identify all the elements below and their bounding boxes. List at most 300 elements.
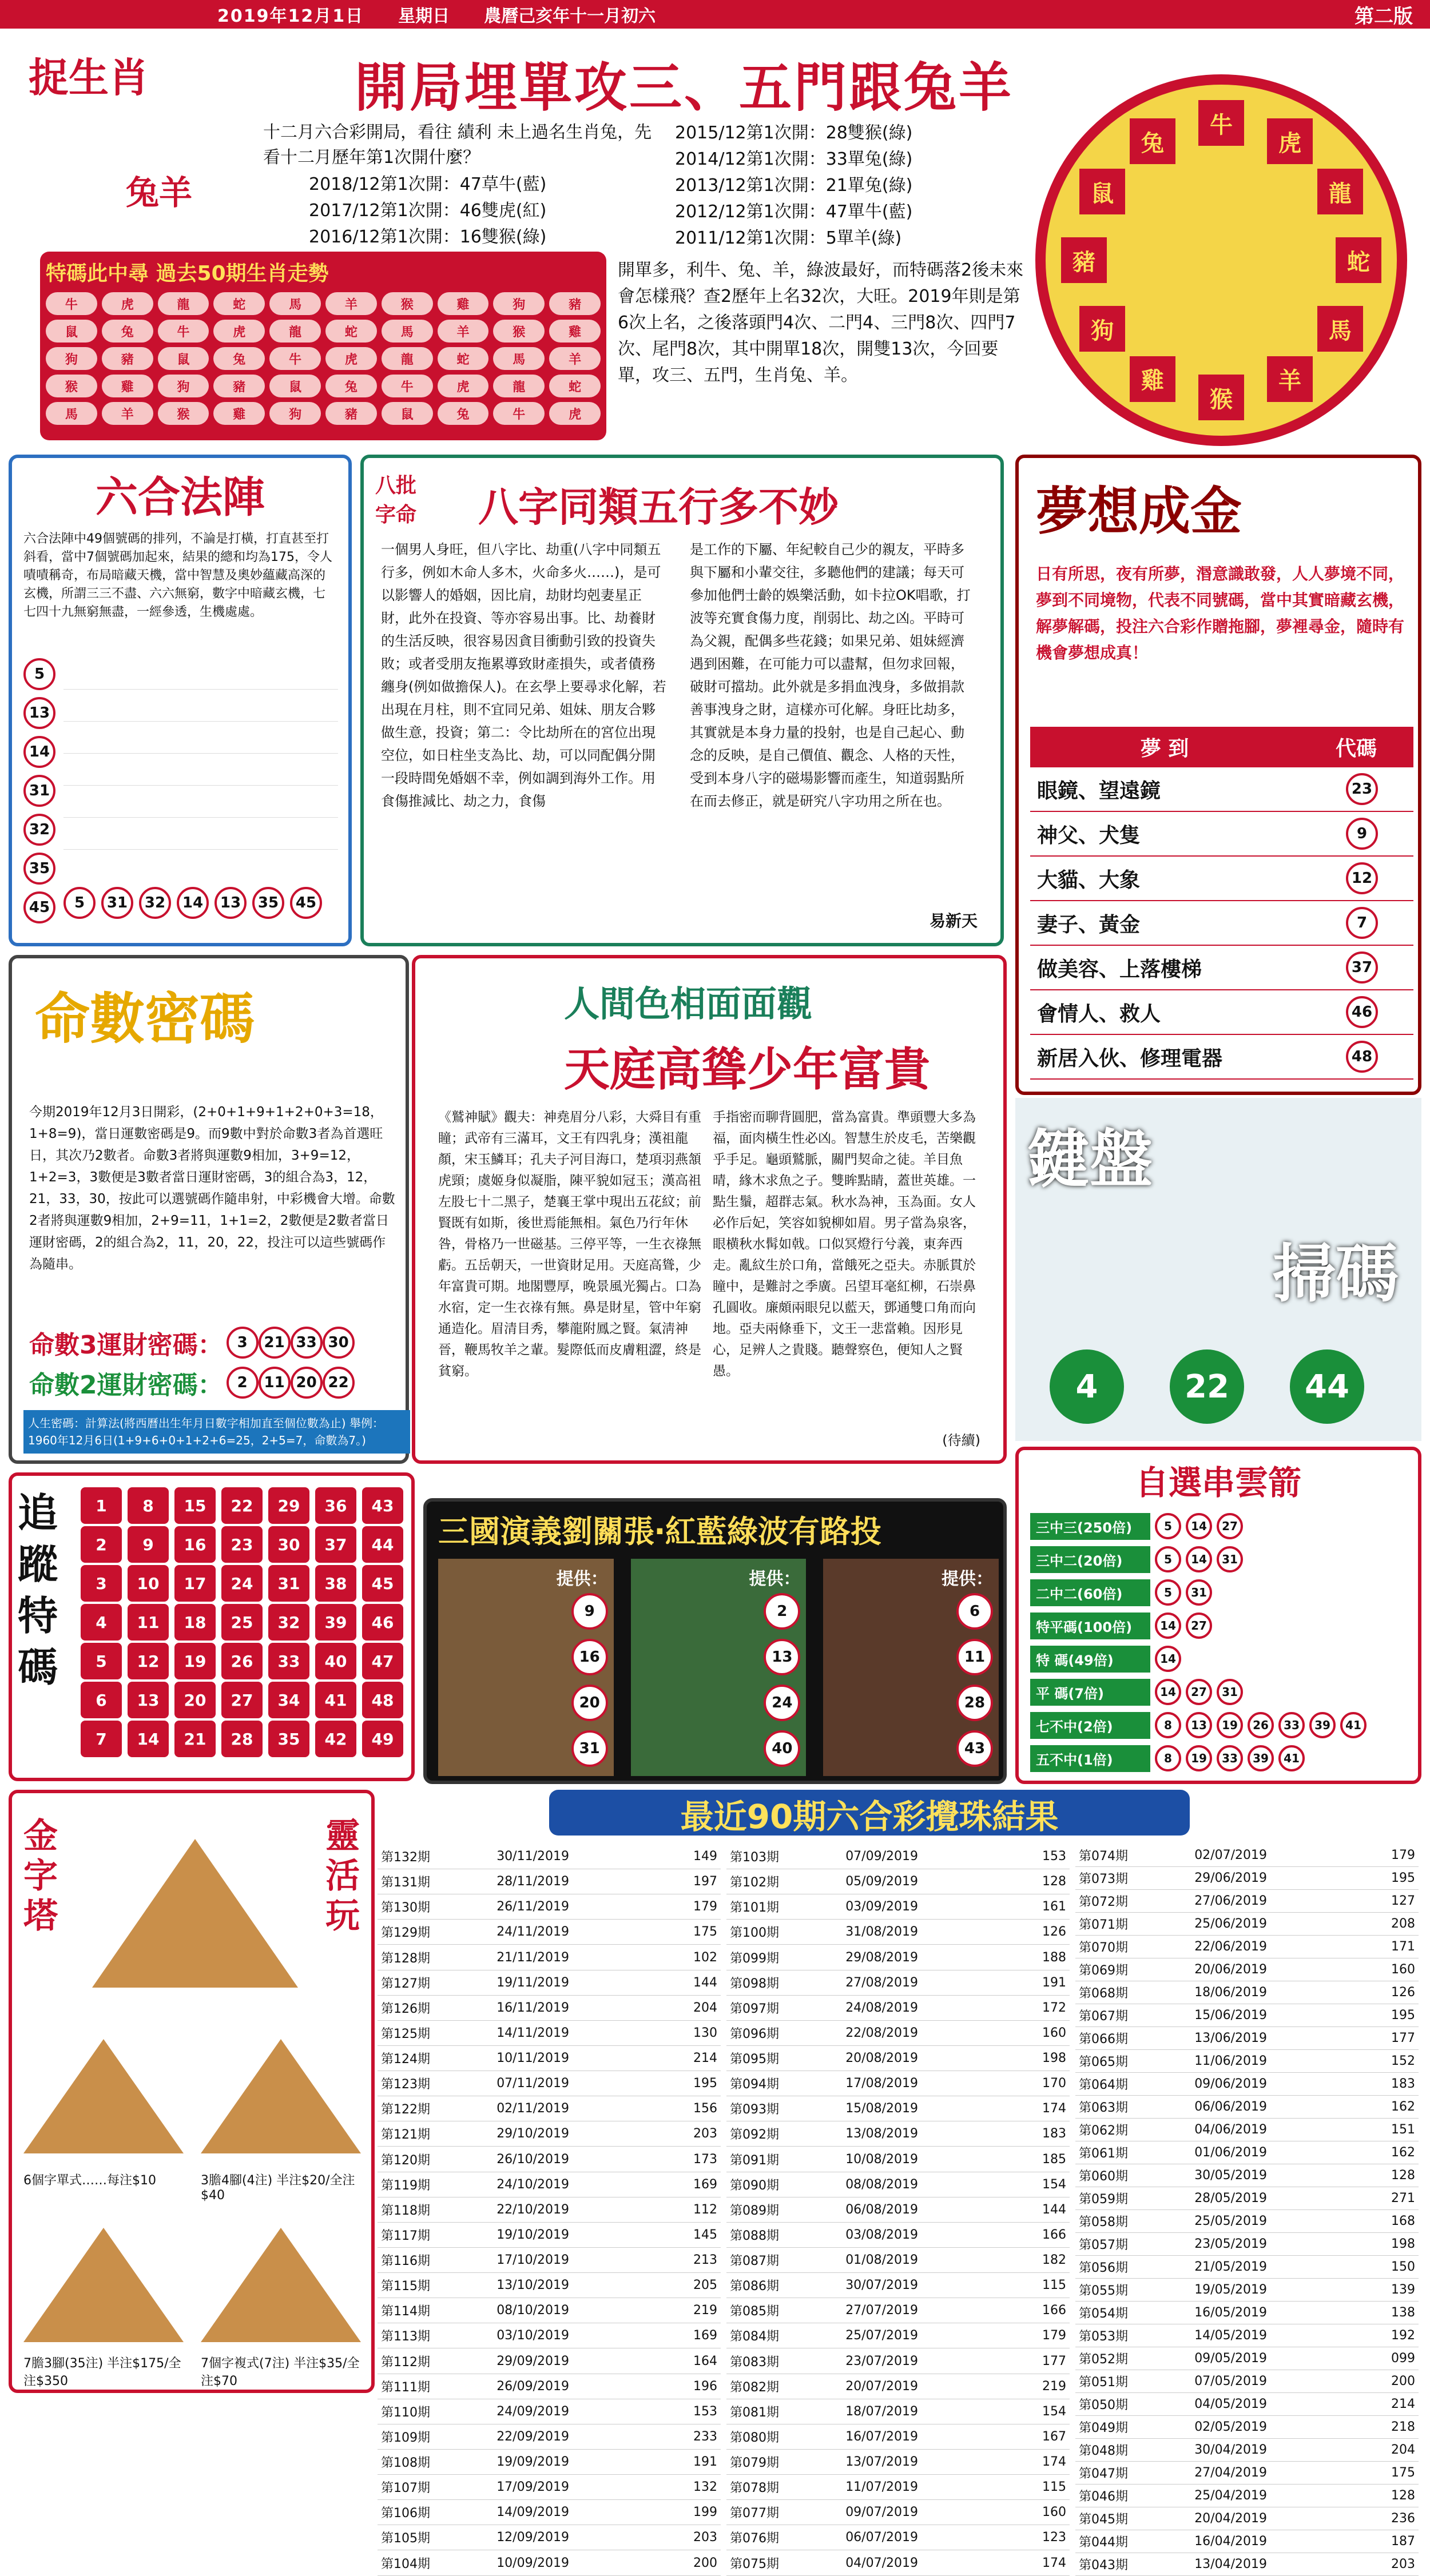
results-period: 第115期 (378, 2273, 493, 2298)
results-sum: 175 (1355, 2462, 1419, 2485)
bazi-col1: 一個男人身旺，但八字比、劫重(八字中同類五行多，例如木命人多木，火命多火……)，是可以影響人的婚姻，因比肩，劫財均剋妻星正財，此外在投資、等亦容易出事。比、劫養財的生活反映，很容易因貪目衝動引致的投資失敗；或者受朋友拖累導致財產損失，或者債務纏身(例如做擔保人)。在玄學上要尋求化解，若出現在月柱，則不宜同兄弟、姐妹、朋友合夥做生意，投資；第二：令比劫所在的宮位出現空位，如日柱坐支為比、劫，可以同配偶分開一段時間免婚姻不幸，例如調到海外工作。用食傷推減比、劫之力，食傷 (381, 542, 666, 809)
results-sum: 236 (1355, 2507, 1419, 2530)
number-ball: 13 (1186, 1712, 1212, 1738)
trend-chip: 兔 (438, 402, 489, 425)
number-ball: 46 (1346, 996, 1378, 1028)
results-sum: 233 (657, 2424, 721, 2449)
trend-title: 特碼此中尋 過去50期生肖走勢 (46, 262, 329, 285)
arrow-row (1030, 1609, 1407, 1642)
results-sum: 102 (657, 1945, 721, 1970)
dream-row (1030, 857, 1413, 901)
number-ball: 40 (764, 1730, 800, 1767)
results-row (1075, 2004, 1419, 2027)
pyramid-section (9, 1790, 375, 2393)
sanguo-col2-nums (764, 1593, 800, 1767)
face-subtitle: 天庭高聳少年富貴 (564, 1043, 930, 1096)
keyboard-title1: 鍵盤 (1027, 1123, 1153, 1196)
pyramid-p1 (23, 2039, 184, 2153)
bazi-author: 易新天 (929, 911, 978, 930)
dream-title: 夢想成金 (1036, 481, 1242, 542)
pyramid-p4-note: 7個字複式(7注) 半注$35/全注$70 (201, 2356, 360, 2388)
results-period: 第068期 (1075, 1981, 1191, 2004)
dream-section (1015, 455, 1421, 1095)
dream-row (1030, 812, 1413, 857)
dream-row (1030, 990, 1413, 1035)
results-sum: 162 (1355, 2096, 1419, 2119)
history-item: 2017/12第1次開：46雙虎(紅) (309, 201, 547, 221)
number-ball: 44 (362, 1526, 403, 1563)
results-sum: 198 (1355, 2233, 1419, 2256)
number-ball: 3 (81, 1565, 122, 1602)
zodiac-intro: 十二月六合彩開局，看往 績利 未上過名生肖兔，先看十二月歷年第1次開什麼？ (263, 122, 652, 168)
results-period: 第075期 (726, 2550, 842, 2576)
number-ball: 24 (764, 1685, 800, 1721)
results-row (1075, 2507, 1419, 2530)
results-sum: 174 (1006, 2096, 1070, 2121)
number-ball: 5 (1155, 1513, 1181, 1539)
results-date: 07/11/2019 (493, 2071, 657, 2096)
results-date: 06/08/2019 (842, 2197, 1006, 2222)
dream-label: 會情人、救人 (1037, 1002, 1161, 1026)
zodiac-logo: 捉生肖 (29, 54, 149, 101)
results-table (378, 1844, 721, 2576)
pyramid-p3 (23, 2228, 184, 2342)
number-ball: 26 (221, 1643, 263, 1679)
results-row (726, 2197, 1070, 2222)
results-row (1075, 2119, 1419, 2141)
number-ball: 32 (268, 1604, 309, 1641)
pyramid-p2-note: 3膽4腳(4注) 半注$20/全注$40 (201, 2173, 355, 2203)
results-date: 27/06/2019 (1191, 1890, 1354, 1913)
results-sum: 191 (1006, 1970, 1070, 1995)
wheel-animal: 狗 (1079, 306, 1125, 352)
number-ball: 21 (174, 1721, 216, 1757)
mingshu-line3-nums (227, 1327, 355, 1359)
bazi-col2: 是工作的下屬、年紀較自己少的親友，平時多與下屬和小輩交往，多聽他們的建議；每天可參加他們士齡的娛樂活動，如卡拉OK唱歌，打波等充實食傷力度，削弱比、劫之凶。平時可為父親，配偶多些花錢；如果兄弟、姐妹經濟遇到困難，在可能力可以盡幫，但勿求回報，破財可擋劫。此外就是多捐血洩身，多做捐款善事洩身之財，這樣亦可化解。身旺比劫多，其實就是本身力量的投射，也是自己起心、動念的反映，是自己價值、觀念、人格的天性，受到本身八字的磁場影響而產生，知道弱點所在而去修正，就是研究八字功用之所在也。 (690, 542, 971, 809)
arrow-row (1030, 1675, 1407, 1709)
dream-code (1310, 1041, 1413, 1073)
trend-chip: 鼠 (46, 320, 97, 343)
trend-chip: 馬 (382, 320, 433, 343)
results-row (378, 2348, 721, 2374)
results-date: 10/08/2019 (842, 2147, 1006, 2172)
results-date: 13/07/2019 (842, 2449, 1006, 2474)
number-ball: 22 (221, 1487, 263, 1524)
results-period: 第093期 (726, 2096, 842, 2121)
results-period: 第122期 (378, 2096, 493, 2121)
dream-table-head (1030, 727, 1413, 767)
results-period: 第059期 (1075, 2187, 1191, 2210)
results-sum: 126 (1355, 1981, 1419, 2004)
mingshu-line3 (29, 1324, 355, 1361)
results-row (726, 2121, 1070, 2147)
results-date: 15/06/2019 (1191, 2004, 1354, 2027)
header-date: 2019年12月1日 (217, 6, 364, 26)
results-date: 02/11/2019 (493, 2096, 657, 2121)
pyramid-p2 (201, 2039, 361, 2153)
trend-chip: 猴 (382, 292, 433, 315)
results-sum: 115 (1006, 2475, 1070, 2500)
results-sum: 198 (1006, 2045, 1070, 2071)
results-date: 23/07/2019 (842, 2348, 1006, 2374)
trend-chip: 兔 (102, 320, 153, 343)
results-sum: 205 (657, 2273, 721, 2298)
results-period: 第050期 (1075, 2393, 1191, 2416)
results-sum: 166 (1006, 2298, 1070, 2323)
number-ball: 9 (1346, 818, 1378, 850)
results-date: 23/05/2019 (1191, 2233, 1354, 2256)
results-period: 第102期 (726, 1869, 842, 1894)
results-sum: 132 (657, 2475, 721, 2500)
results-period: 第125期 (378, 2020, 493, 2045)
number-ball: 29 (268, 1487, 309, 1524)
results-period: 第062期 (1075, 2119, 1191, 2141)
results-period: 第096期 (726, 2020, 842, 2045)
results-date: 12/09/2019 (493, 2525, 657, 2550)
results-sum: 204 (1355, 2439, 1419, 2462)
arrow-row (1030, 1742, 1407, 1775)
number-ball: 22 (1170, 1349, 1244, 1424)
arrow-row (1030, 1642, 1407, 1675)
results-row (1075, 2256, 1419, 2279)
results-sum: 219 (657, 2298, 721, 2323)
results-sum: 174 (1006, 2449, 1070, 2474)
number-ball: 14 (1155, 1679, 1181, 1705)
results-period: 第048期 (1075, 2439, 1191, 2462)
results-sum: 183 (1006, 2121, 1070, 2147)
liuhe-grid-body (63, 658, 338, 881)
results-date: 07/05/2019 (1191, 2370, 1354, 2393)
results-row (726, 2323, 1070, 2348)
results-date: 29/09/2019 (493, 2348, 657, 2374)
results-date: 25/04/2019 (1191, 2485, 1354, 2507)
results-row (1075, 2027, 1419, 2050)
zodiac-title: 開局埋單攻三、五門跟兔羊 (355, 57, 1014, 118)
results-date: 15/08/2019 (842, 2096, 1006, 2121)
results-sum: 200 (1355, 2370, 1419, 2393)
results-period: 第077期 (726, 2500, 842, 2525)
results-date: 06/07/2019 (842, 2525, 1006, 2550)
number-ball: 19 (1217, 1712, 1243, 1738)
number-ball: 10 (128, 1565, 169, 1602)
results-sum: 164 (657, 2348, 721, 2374)
number-ball: 17 (174, 1565, 216, 1602)
results-period: 第064期 (1075, 2073, 1191, 2096)
trend-chip: 羊 (325, 292, 377, 315)
results-date: 18/06/2019 (1191, 1981, 1354, 2004)
number-ball: 14 (1155, 1646, 1181, 1672)
results-period: 第074期 (1075, 1844, 1191, 1867)
results-date: 02/05/2019 (1191, 2416, 1354, 2439)
number-ball: 31 (1217, 1679, 1243, 1705)
results-period: 第110期 (378, 2399, 493, 2424)
results-row (1075, 2439, 1419, 2462)
results-date: 20/07/2019 (842, 2374, 1006, 2399)
number-ball: 48 (362, 1682, 403, 1718)
number-ball: 36 (315, 1487, 356, 1524)
number-ball: 48 (1346, 1041, 1378, 1073)
arrows-title: 自選串雲箭 (1135, 1463, 1301, 1502)
results-date: 30/07/2019 (842, 2273, 1006, 2298)
number-ball: 33 (1217, 1745, 1243, 1771)
trend-chip: 牛 (493, 402, 545, 425)
number-ball: 37 (1346, 951, 1378, 984)
number-ball: 41 (315, 1682, 356, 1718)
results-date: 04/06/2019 (1191, 2119, 1354, 2141)
results-period: 第070期 (1075, 1936, 1191, 1958)
results-sum: 160 (1006, 2500, 1070, 2525)
number-ball: 20 (571, 1685, 608, 1721)
wheel-animal: 龍 (1317, 169, 1363, 214)
number-ball: 9 (571, 1593, 608, 1630)
number-ball: 33 (1278, 1712, 1305, 1738)
history-item: 2014/12第1次開：33單兔(綠) (675, 149, 913, 169)
number-ball: 5 (23, 658, 55, 690)
mingshu-section (9, 955, 409, 1464)
results-row (1075, 2141, 1419, 2164)
number-ball: 35 (268, 1721, 309, 1757)
results-period: 第078期 (726, 2475, 842, 2500)
number-ball: 14 (1186, 1513, 1212, 1539)
results-sum: 130 (657, 2020, 721, 2045)
results-sum: 170 (1006, 2071, 1070, 2096)
results-period: 第119期 (378, 2172, 493, 2197)
header-weekday: 星期日 (398, 6, 450, 26)
number-ball: 42 (315, 1721, 356, 1757)
trend-chip: 虎 (438, 375, 489, 397)
results-sum: 179 (657, 1894, 721, 1920)
results-sum: 179 (1355, 1844, 1419, 1867)
number-ball: 13 (764, 1639, 800, 1675)
results-period: 第113期 (378, 2323, 493, 2348)
results-date: 10/11/2019 (493, 2045, 657, 2071)
results-period: 第061期 (1075, 2141, 1191, 2164)
liuhe-text: 六合法陣中49個號碼的排列，不論是打橫，打直甚至打斜看，當中7個號碼加起來，結果的總和均為175，令人嘖嘖稱奇，布局暗藏天機，當中智慧及奧妙蘊藏高深的玄機，所謂三三不盡、六六無窮，數字中暗藏玄機，七七四十九無窮無盡，一經參透，生機處處。 (23, 532, 332, 619)
trend-chip: 虎 (325, 347, 377, 370)
results-row (378, 2121, 721, 2147)
number-ball: 22 (323, 1367, 355, 1399)
number-ball: 11 (956, 1639, 993, 1675)
results-row (726, 2550, 1070, 2576)
results-date: 03/10/2019 (493, 2323, 657, 2348)
results-period: 第128期 (378, 1945, 493, 1970)
trend-chip: 虎 (102, 292, 153, 315)
trend-chip: 猴 (46, 375, 97, 397)
results-period: 第112期 (378, 2348, 493, 2374)
number-ball: 33 (291, 1327, 323, 1359)
results-date: 09/05/2019 (1191, 2347, 1354, 2370)
trend-chip: 鼠 (158, 347, 209, 370)
results-period: 第086期 (726, 2273, 842, 2298)
results-row (726, 2071, 1070, 2096)
trend-chip: 豬 (102, 347, 153, 370)
dream-row (1030, 946, 1413, 990)
results-row (378, 2475, 721, 2500)
zodiac-wheel (1035, 74, 1407, 446)
trend-chip: 虎 (213, 320, 265, 343)
results-sum: 195 (657, 2071, 721, 2096)
trend-chip: 虎 (549, 402, 601, 425)
sanguo-col (438, 1559, 614, 1776)
number-ball: 2 (227, 1367, 259, 1399)
results-period: 第108期 (378, 2449, 493, 2474)
results-period: 第130期 (378, 1894, 493, 1920)
results-sum: 172 (1006, 1995, 1070, 2020)
results-sum: 214 (1355, 2393, 1419, 2416)
results-date: 30/11/2019 (493, 1844, 657, 1869)
results-sum: 167 (1006, 2424, 1070, 2449)
results-sum: 179 (1006, 2323, 1070, 2348)
arrow-label: 五不中(1倍) (1030, 1745, 1150, 1772)
trend-chip: 羊 (438, 320, 489, 343)
results-row (1075, 2164, 1419, 2187)
results-date: 22/08/2019 (842, 2020, 1006, 2045)
results-sum: 127 (1355, 1890, 1419, 1913)
results-sum: 187 (1355, 2530, 1419, 2553)
mingshu-line2-label: 命數2運財密碼： (29, 1371, 223, 1400)
results-date: 30/05/2019 (1191, 2164, 1354, 2187)
face-title: 人間色相面面觀 (564, 983, 813, 1025)
results-row (378, 1920, 721, 1945)
dream-code (1310, 996, 1413, 1028)
dream-label: 新居入伙、修理電器 (1037, 1046, 1223, 1070)
trend-chip: 鼠 (382, 402, 433, 425)
dream-table (1030, 727, 1413, 1080)
results-date: 22/09/2019 (493, 2424, 657, 2449)
face-text-left: 《鷲神賦》觀夫：神堯眉分八彩，大舜目有重瞳；武帝有三滿耳，文王有四乳身；漢祖龍顏，宋玉鱗耳；孔夫子河目海口，楚項羽燕頷虎頸；虞姬身似凝脂，陳平貌如冠玉；漢高祖左股七十二黑子，楚襄王掌中現出五花紋；前賢既有如斯，後世焉能無相。氣色乃行年休咎，骨格乃一世磁基。三停平等，一生衣祿無虧。五岳朝天，一世資財足用。天庭高聳，少年富貴可期。地閣豐厚，晚景風光獨占。口為水宿，定一生衣祿有無。鼻是財星，管中年窮通造化。眉清目秀，攀龍附鳳之賢。氣淸神晉，鞭馬牧羊之輩。髮際低而皮膚粗澀，終是貧窮。 (438, 1110, 701, 1379)
arrow-label: 二中二(60倍) (1030, 1579, 1150, 1606)
results-period: 第047期 (1075, 2462, 1191, 2485)
results-sum: 160 (1006, 2020, 1070, 2045)
dream-code (1310, 862, 1413, 894)
trend-chip: 龍 (269, 320, 321, 343)
results-date: 19/10/2019 (493, 2222, 657, 2247)
results-date: 22/10/2019 (493, 2197, 657, 2222)
arrow-row (1030, 1709, 1407, 1742)
results-period: 第058期 (1075, 2210, 1191, 2233)
results-date: 27/04/2019 (1191, 2462, 1354, 2485)
results-row (1075, 1890, 1419, 1913)
pyramid-main (92, 1839, 298, 1988)
trend-chip: 豬 (549, 292, 601, 315)
results-date: 04/05/2019 (1191, 2393, 1354, 2416)
results-row (378, 2298, 721, 2323)
results-sum: 145 (657, 2222, 721, 2247)
results-period: 第072期 (1075, 1890, 1191, 1913)
results-sum: 099 (1355, 2347, 1419, 2370)
results-period: 第076期 (726, 2525, 842, 2550)
sanguo-col3-nums (956, 1593, 993, 1767)
results-row (378, 2323, 721, 2348)
number-ball: 31 (571, 1730, 608, 1767)
results-sum: 185 (1006, 2147, 1070, 2172)
sanguo-col1-nums (571, 1593, 608, 1767)
results-row (1075, 1936, 1419, 1958)
trend-chip: 蛇 (325, 320, 377, 343)
results-sum: 169 (657, 2323, 721, 2348)
dream-label: 眼鏡、望遠鏡 (1037, 779, 1161, 803)
results-date: 09/07/2019 (842, 2500, 1006, 2525)
number-ball: 5 (1155, 1579, 1181, 1606)
results-date: 19/05/2019 (1191, 2279, 1354, 2302)
results-period: 第117期 (378, 2222, 493, 2247)
sanguo-label: 提供： (749, 1569, 801, 1589)
results-period: 第100期 (726, 1920, 842, 1945)
results-period: 第104期 (378, 2550, 493, 2576)
results-date: 24/09/2019 (493, 2399, 657, 2424)
number-ball: 27 (1217, 1513, 1243, 1539)
results-date: 16/05/2019 (1191, 2302, 1354, 2324)
trend-chip: 蛇 (438, 347, 489, 370)
results-table (726, 1844, 1070, 2576)
arrow-label: 三中三(250倍) (1030, 1513, 1150, 1540)
results-period: 第090期 (726, 2172, 842, 2197)
number-ball: 39 (315, 1604, 356, 1641)
trend-chip: 牛 (269, 347, 321, 370)
results-date: 16/11/2019 (493, 1995, 657, 2020)
results-date: 25/06/2019 (1191, 1913, 1354, 1936)
results-row (726, 1970, 1070, 1995)
number-ball: 1 (81, 1487, 122, 1524)
results-sum: 128 (1355, 2164, 1419, 2187)
trend-chip: 雞 (438, 292, 489, 315)
history-item: 2016/12第1次開：16雙猴(綠) (309, 227, 547, 247)
results-period: 第105期 (378, 2525, 493, 2550)
number-ball: 45 (290, 887, 322, 919)
header-lunar: 農曆己亥年十一月初六 (484, 6, 656, 26)
results-sum: 191 (657, 2449, 721, 2474)
dream-code (1310, 818, 1413, 850)
results-row (726, 2374, 1070, 2399)
bazi-section (360, 455, 1004, 946)
history-item: 2018/12第1次開：47草牛(藍) (309, 174, 547, 194)
trend-chip: 牛 (382, 375, 433, 397)
results-period: 第131期 (378, 1869, 493, 1894)
results-row (378, 2525, 721, 2550)
number-ball: 2 (81, 1526, 122, 1563)
results-sum: 177 (1355, 2027, 1419, 2050)
number-ball: 43 (956, 1730, 993, 1767)
results-row (378, 1970, 721, 1995)
results-row (1075, 2347, 1419, 2370)
results-period: 第095期 (726, 2045, 842, 2071)
results-table (1075, 1844, 1419, 2576)
results-row (726, 2172, 1070, 2197)
results-row (726, 2348, 1070, 2374)
trend-chip: 龍 (493, 375, 545, 397)
trend-chip: 狗 (493, 292, 545, 315)
results-date: 06/06/2019 (1191, 2096, 1354, 2119)
results-period: 第103期 (726, 1844, 842, 1869)
number-ball: 18 (174, 1604, 216, 1641)
liuhe-left-balls (23, 658, 55, 923)
results-date: 11/07/2019 (842, 2475, 1006, 2500)
number-ball: 30 (323, 1327, 355, 1359)
results-row (1075, 2370, 1419, 2393)
results-row (378, 2550, 721, 2576)
results-row (1075, 2073, 1419, 2096)
number-ball: 14 (128, 1721, 169, 1757)
trend-chip: 馬 (269, 292, 321, 315)
trace-title: 追蹤特碼 (18, 1490, 58, 1691)
number-ball: 15 (174, 1487, 216, 1524)
results-sum: 192 (1355, 2324, 1419, 2347)
number-ball: 41 (1340, 1712, 1367, 1738)
results-period: 第109期 (378, 2424, 493, 2449)
number-ball: 19 (174, 1643, 216, 1679)
trend-chip: 狗 (269, 402, 321, 425)
results-row (1075, 2485, 1419, 2507)
